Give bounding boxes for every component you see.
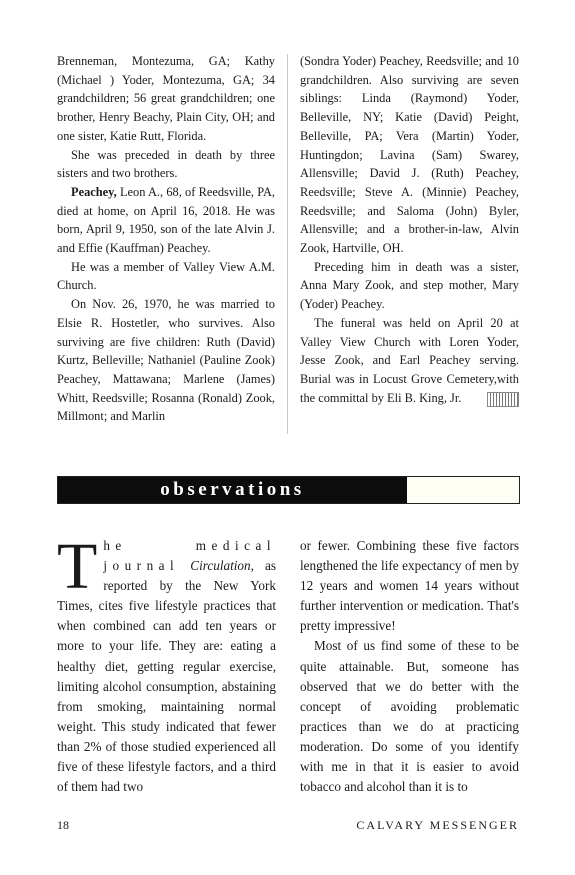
obituary-text: The funeral was held on April 20 at Valley View Church with Loren Yoder, Jesse Zook, and Earl Peachey serving. Burial was in Locust Grove Cemetery,with the committal by Eli B. King, Jr. [300,315,519,405]
article-paragraph [57,530,276,797]
section-title: observations [160,479,305,500]
drop-cap: T [57,530,98,603]
obituary-name: Peachey, [71,184,117,199]
column-divider [287,54,288,434]
obituary-paragraph [300,314,519,408]
end-mark-icon [487,392,519,407]
obituary-column-right [300,52,519,407]
obituary-column-left [57,52,275,426]
observations-column-right [300,536,519,797]
obituary-text: Leon A., 68, of Reedsville, PA, died at home, on April 16, 2018. He was born, April 9, 1950, son of the late Alvin J. and Effie (Kauffman) Peachey. [57,184,275,256]
observations-column-left [57,530,276,797]
article-paragraph: Most of us find some of these to be quite attainable. But, someone has observed that we do better with the concept of avoiding problematic practices than we do at practicing moderation. Do some of you identify with me in that it is easier to avoid tobacco and alcohol than it is to [300,638,519,795]
obituary-paragraph: He was a member of Valley View A.M. Church. [57,259,275,293]
page-number: 18 [57,818,69,832]
obituary-paragraph: Preceding him in death was a sister, Anna Mary Zook, and step mother, Mary (Yoder) Peachey. [300,259,519,312]
obituary-paragraph: On Nov. 26, 1970, he was married to Elsie R. Hostetler, who survives. Also surviving are five children: Ruth (David) Kurtz, Belleville; Nathaniel (Pauline Zook) Peachey, Mattawana; Marlene (James) Whitt, Reedsville; Rosanna (Ronald) Zook, Millmont; and Marlin [57,297,275,424]
obituary-paragraph [57,183,275,258]
journal-name: Circulation, [190,558,254,574]
article-paragraph: or fewer. Combining these five factors lengthened the life expectancy of men by 12 years and women 14 years without further intervention or medication. That's pretty impressive! [300,538,519,634]
running-head: CALVARY MESSENGER [356,818,519,832]
obituary-paragraph: Brenneman, Montezuma, GA; Kathy (Michael ) Yoder, Montezuma, GA; 34 grandchildren; 56 great grandchildren; one brother, Henry Beachy, Plain City, OH; and one sister, Katie Rutt, Florida. [57,54,275,143]
lead-text: he medical journal [103,538,276,574]
article-text: as reported by the New York Times, cites five lifestyle practices that when combined can add ten years or more to your life. They are: eating a healthy diet, getting regular exercise, limiting alcohol consumption, abstaining from smoking, maintaining normal weight. This study indicated that fewer than 2% of those studied experienced all five of these lifestyle factors, and a third of them had two [57,558,276,795]
obituary-paragraph: (Sondra Yoder) Peachey, Reedsville; and 10 grandchildren. Also surviving are seven siblings: Linda (Raymond) Yoder, Belleville, NY; Katie (David) Peight, Belleville, PA; Vera (Martin) Yoder, Huntingdon; Lavina (Sam) Swarey, Allensville; David J. (Ruth) Peachey, Reedsville; Steve A. (Minnie) Peachey, Reedsville; and Saloma (John) Byler, Allensville; and a brother-in-law, Alvin Zook, Hartville, OH. [300,54,519,256]
section-banner [57,476,520,504]
obituary-paragraph: She was preceded in death by three sisters and two brothers. [57,147,275,181]
